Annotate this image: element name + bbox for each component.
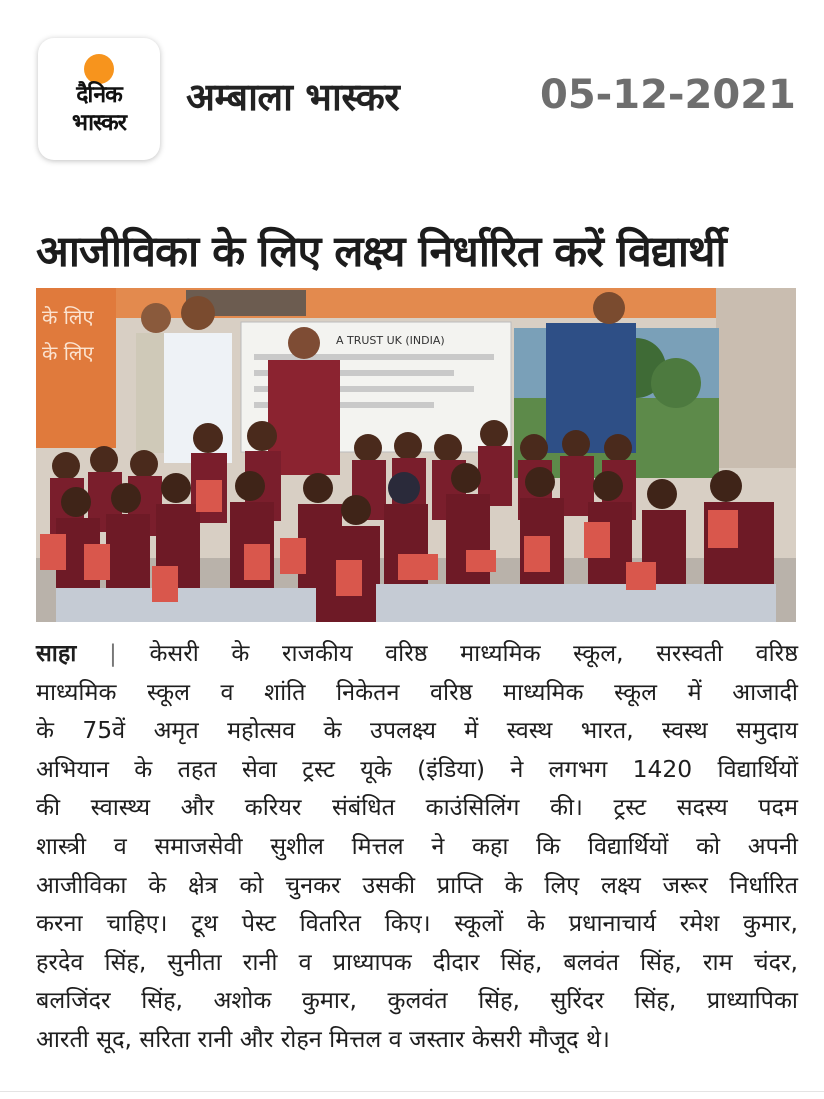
article-body <box>36 634 798 1059</box>
wall-text-1: के लिए <box>42 305 94 329</box>
bottom-divider <box>0 1091 824 1092</box>
article-line-11: आरती सूद, सरिता रानी और रोहन मित्तल व जस्तार केसरी मौजूद थे। <box>36 1024 610 1053</box>
sun-icon <box>84 54 114 84</box>
logo-text-line1: दैनिक <box>76 82 122 108</box>
publication-date: 05-12-2021 <box>540 72 796 118</box>
article-line-4: अभियान के तहत सेवा ट्रस्ट यूके (इंडिया) ने लगभग 1420 विद्यार्थियों <box>36 754 798 783</box>
edition-name: अम्बाला भास्कर <box>186 75 400 119</box>
article-line-3: के 75वें अमृत महोत्सव के उपलक्ष्य में स्वस्थ भारत, स्वस्थ समुदाय <box>36 716 798 745</box>
article-line-text: केसरी के राजकीय वरिष्ठ माध्यमिक स्कूल, सरस्वती वरिष्ठ <box>149 639 798 667</box>
article-line-1 <box>36 634 798 673</box>
dateline-separator: | <box>108 639 117 667</box>
article-line-8: करना चाहिए। टूथ पेस्ट वितरित किए। स्कूलों के प्रधानाचार्य रमेश कुमार, <box>36 909 798 938</box>
article-line-6: शास्त्री व समाजसेवी सुशील मित्तल ने कहा कि विद्यार्थियों को अपनी <box>36 831 798 860</box>
dateline: साहा <box>36 639 77 667</box>
dainik-bhaskar-logo <box>38 38 160 160</box>
article-line-10: बलजिंदर सिंह, अशोक कुमार, कुलवंत सिंह, सुरिंदर सिंह, प्राध्यापिका <box>36 986 798 1015</box>
article-line-9: हरदेव सिंह, सुनीता रानी व प्राध्यापक दीदार सिंह, बलवंत सिंह, राम चंदर, <box>36 947 798 976</box>
banner-text: A TRUST UK (INDIA) <box>336 334 445 347</box>
headline: आजीविका के लिए लक्ष्य निर्धारित करें विद्यार्थी <box>36 227 726 277</box>
news-photo <box>36 288 796 622</box>
group-photo-illustration <box>36 288 796 622</box>
article-line-7: आजीविका के क्षेत्र को चुनकर उसकी प्राप्ति के लिए लक्ष्य जरूर निर्धारित <box>36 870 798 899</box>
article-line-5: की स्वास्थ्य और करियर संबंधित काउंसिलिंग की। ट्रस्ट सदस्य पदम <box>36 793 798 822</box>
logo-text-line2: भास्कर <box>71 110 127 136</box>
article-line-2: माध्यमिक स्कूल व शांति निकेतन वरिष्ठ माध्यमिक स्कूल में आजादी <box>36 677 798 706</box>
wall-text-2: के लिए <box>42 341 94 365</box>
